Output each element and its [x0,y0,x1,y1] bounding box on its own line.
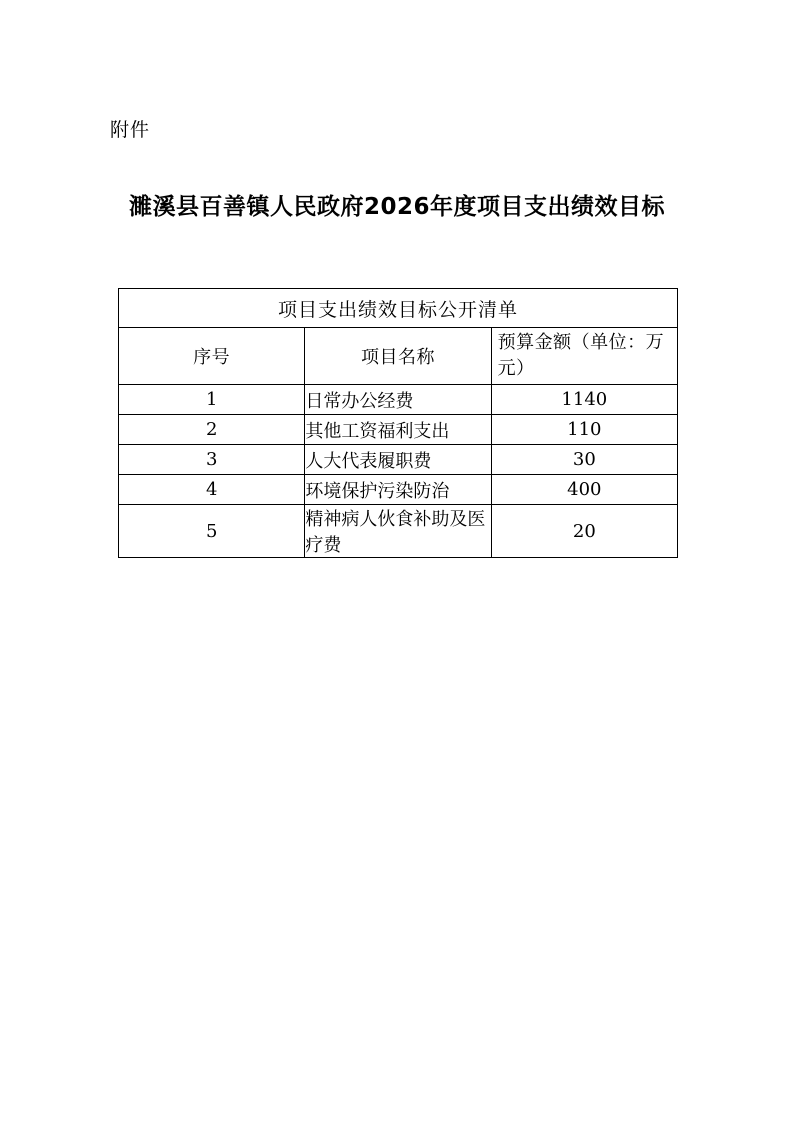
cell-project-name: 精神病人伙食补助及医疗费 [305,505,491,558]
column-header-amount: 预算金额（单位：万元） [491,328,677,385]
cell-index: 5 [119,505,305,558]
table-row [119,505,678,558]
page-title: 濉溪县百善镇人民政府2026年度项目支出绩效目标 [128,194,665,220]
cell-project-name: 其他工资福利支出 [305,415,491,445]
cell-amount: 400 [491,475,677,505]
cell-amount: 30 [491,445,677,475]
cell-index: 2 [119,415,305,445]
table-row [119,475,678,505]
table-header-row [119,328,678,385]
table-caption-row [119,289,678,328]
column-header-name: 项目名称 [305,328,491,385]
column-header-index: 序号 [119,328,305,385]
cell-project-name: 环境保护污染防治 [305,475,491,505]
performance-target-table-wrap [118,288,678,558]
table-caption: 项目支出绩效目标公开清单 [119,289,678,328]
cell-project-name: 人大代表履职费 [305,445,491,475]
performance-target-table [118,288,678,558]
table-row [119,445,678,475]
cell-index: 1 [119,385,305,415]
table-row [119,385,678,415]
cell-amount: 1140 [491,385,677,415]
attachment-label: 附件 [110,119,151,141]
cell-index: 4 [119,475,305,505]
cell-amount: 110 [491,415,677,445]
cell-project-name: 日常办公经费 [305,385,491,415]
table-row [119,415,678,445]
cell-index: 3 [119,445,305,475]
cell-amount: 20 [491,505,677,558]
